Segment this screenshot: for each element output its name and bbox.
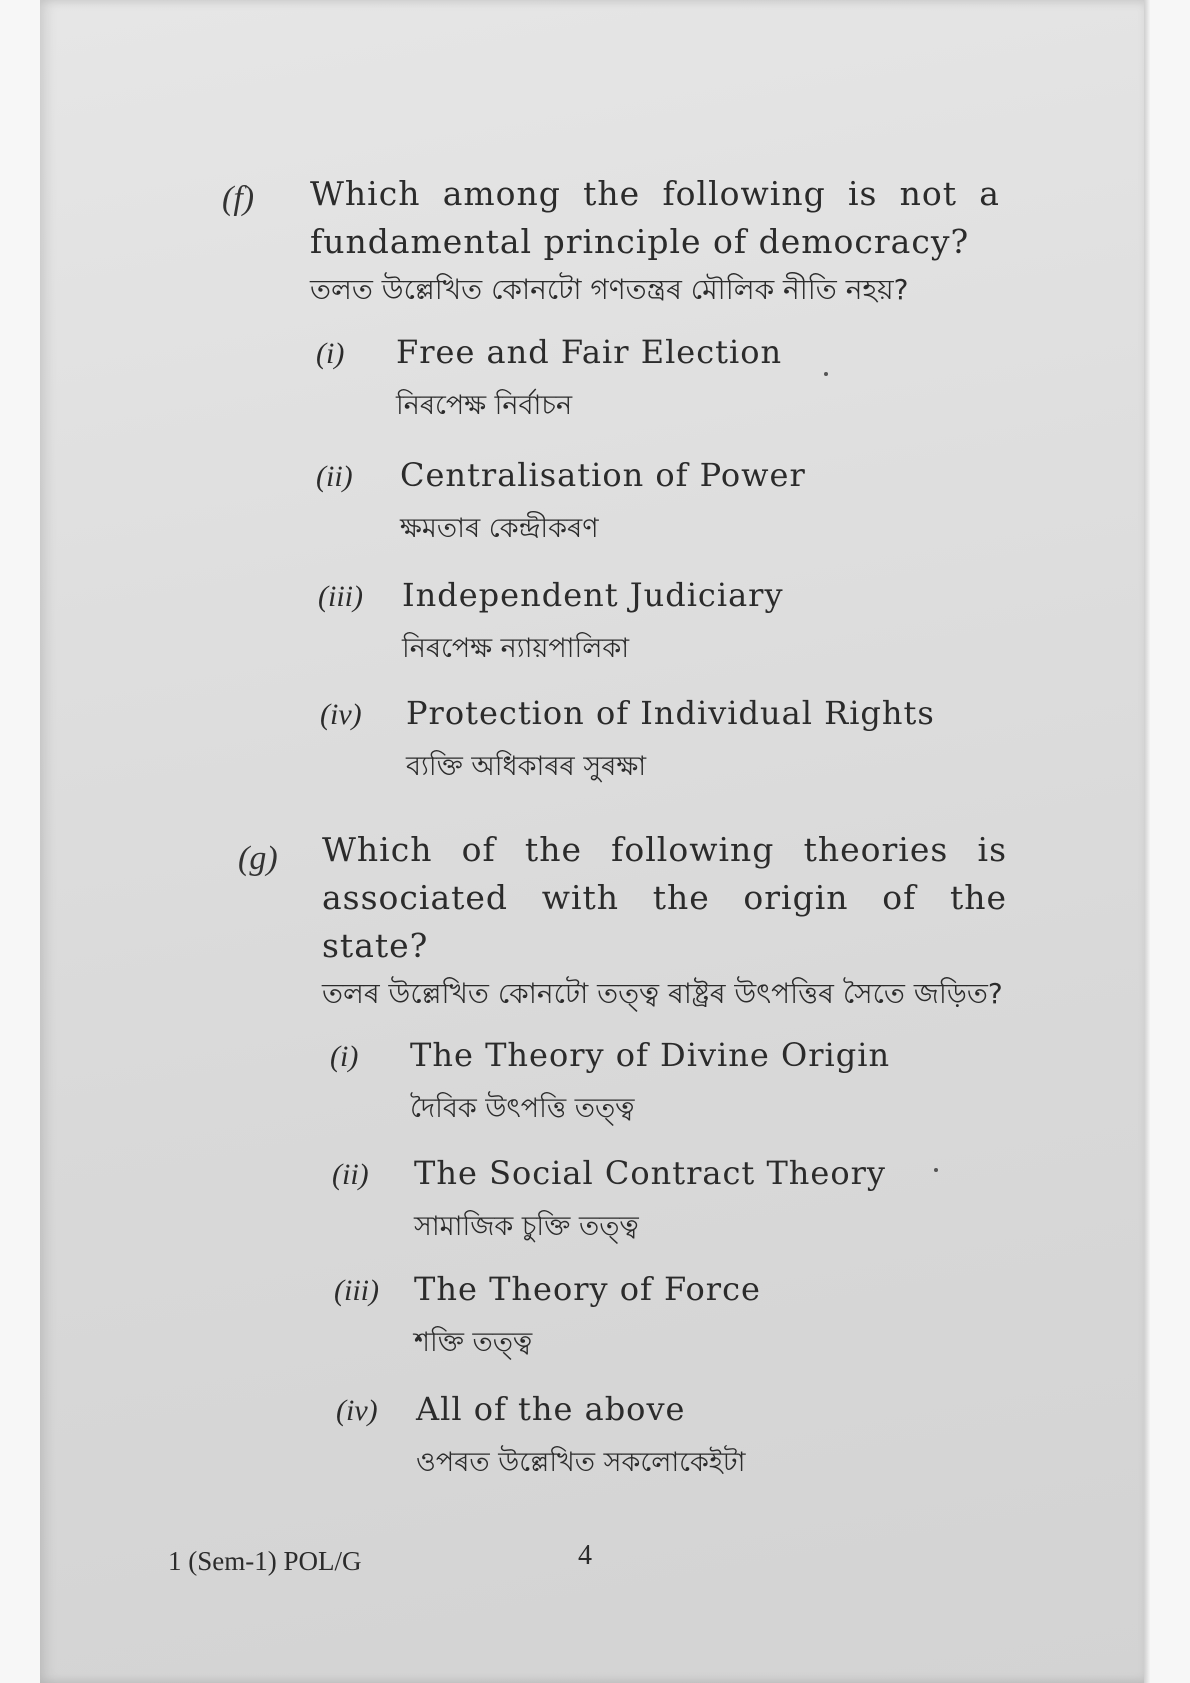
question-text [322, 826, 1007, 1018]
option-text-bn: শক্তি তত্ত্ব [414, 1327, 533, 1358]
option-number: (ii) [316, 460, 353, 493]
option-text-bn: নিৰপেক্ষ ন্যায়পালিকা [402, 633, 630, 664]
option-text-bn: ব্যক্তি অধিকাৰৰ সুৰক্ষা [406, 751, 647, 782]
option-text-bn: সামাজিক চুক্তি তত্ত্ব [414, 1211, 639, 1242]
option-text-en: All of the above [416, 1390, 686, 1428]
page-number: 4 [578, 1540, 592, 1571]
option-text-en: Centralisation of Power [400, 456, 806, 494]
question-text-en: Which among the following is not a fundamental principle of democracy? [310, 174, 1000, 261]
option-text-en: Independent Judiciary [402, 576, 784, 614]
option-number: (iii) [318, 580, 363, 613]
option-text-en: Free and Fair Election [396, 333, 783, 371]
question-marker: (g) [238, 840, 278, 877]
option-number: (iii) [334, 1274, 379, 1307]
option-text-bn: নিৰপেক্ষ নিৰ্বাচন [396, 390, 573, 421]
option-text-bn: ক্ষমতাৰ কেন্দ্ৰীকৰণ [400, 513, 599, 544]
option-text-en: The Theory of Force [414, 1270, 761, 1308]
question-text-bn: তলত উল্লেখিত কোনটো গণতন্ত্রৰ মৌলিক নীতি নহয়? [310, 273, 909, 306]
option-number: (i) [330, 1040, 359, 1073]
paper-edge [1144, 0, 1150, 1683]
option-text-en: Protection of Individual Rights [406, 694, 935, 732]
option-text-en: The Social Contract Theory [414, 1154, 886, 1192]
option-text-bn: ওপৰত উল্লেখিত সকলোকেইটা [416, 1447, 746, 1478]
stray-mark [824, 372, 828, 376]
stray-mark [934, 1168, 938, 1172]
option-number: (ii) [332, 1158, 369, 1191]
option-number: (iv) [320, 698, 362, 731]
option-number: (i) [316, 337, 345, 370]
question-text-en: Which of the following theories is associated with the origin of the state? [322, 830, 1007, 965]
option-text-bn: দৈবিক উৎপত্তি তত্ত্ব [410, 1093, 635, 1124]
option-number: (iv) [336, 1394, 378, 1427]
paper-code: 1 (Sem-1) POL/G [168, 1546, 362, 1576]
question-text [310, 170, 1000, 314]
option-text-en: The Theory of Divine Origin [410, 1036, 891, 1074]
question-text-bn: তলৰ উল্লেখিত কোনটো তত্ত্ব ৰাষ্ট্ৰৰ উৎপত্তিৰ সৈতে জড়িত? [322, 977, 1003, 1010]
question-marker: (f) [222, 180, 255, 217]
